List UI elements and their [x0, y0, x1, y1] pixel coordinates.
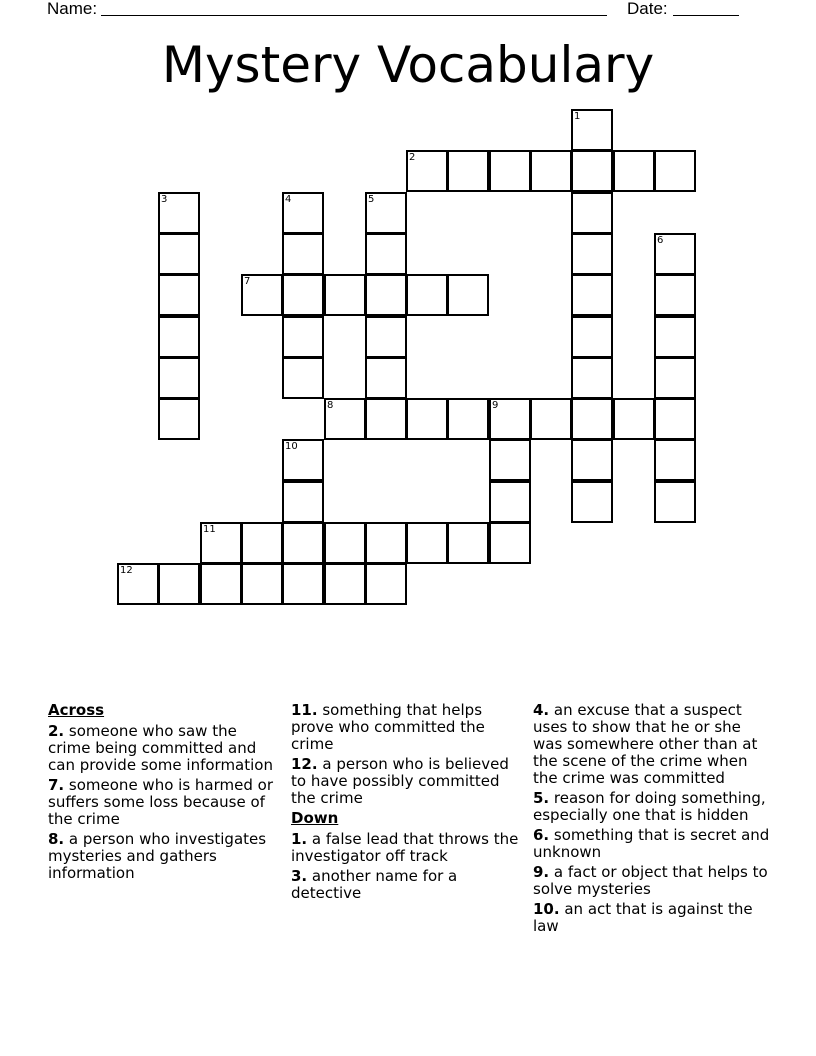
grid-cell[interactable]	[447, 150, 489, 192]
clue-text: someone who saw the crime being committed and can provide some information	[48, 722, 273, 774]
grid-cell[interactable]	[571, 481, 613, 523]
grid-cell[interactable]	[654, 398, 696, 440]
grid-cell[interactable]	[365, 192, 407, 234]
clue-number: 3.	[291, 867, 308, 885]
grid-cell[interactable]	[158, 233, 200, 275]
clue-down-6	[533, 827, 773, 861]
grid-cell[interactable]	[489, 481, 531, 523]
clue-number: 6.	[533, 826, 550, 844]
grid-cell[interactable]	[530, 398, 572, 440]
header	[0, 0, 816, 22]
grid-cell[interactable]	[654, 233, 696, 275]
clue-number-label: 12	[120, 565, 133, 576]
clue-text: something that is secret and unknown	[533, 826, 770, 861]
clue-number: 9.	[533, 863, 550, 881]
clue-text: someone who is harmed or suffers some loss because of the crime	[48, 776, 273, 828]
grid-cell[interactable]	[406, 274, 448, 316]
clue-number: 10.	[533, 900, 560, 918]
grid-cell[interactable]	[447, 522, 489, 564]
grid-cell[interactable]	[489, 439, 531, 481]
grid-cell[interactable]	[282, 481, 324, 523]
grid-cell[interactable]	[654, 439, 696, 481]
grid-cell[interactable]	[365, 522, 407, 564]
grid-cell[interactable]	[406, 398, 448, 440]
clues-column-2	[291, 702, 523, 905]
grid-cell[interactable]	[324, 398, 366, 440]
grid-cell[interactable]	[571, 192, 613, 234]
clue-down-9	[533, 864, 773, 898]
grid-cell[interactable]	[571, 109, 613, 151]
grid-cell[interactable]	[654, 274, 696, 316]
clue-number: 8.	[48, 830, 65, 848]
clue-number: 1.	[291, 830, 308, 848]
clue-number: 11.	[291, 701, 318, 719]
clue-across-8	[48, 831, 280, 882]
grid-cell[interactable]	[447, 398, 489, 440]
clue-down-1	[291, 831, 523, 865]
clue-text: a person who is believed to have possibly committed the crime	[291, 755, 509, 807]
clue-number-label: 4	[285, 194, 292, 205]
grid-cell[interactable]	[406, 522, 448, 564]
grid-cell[interactable]	[158, 274, 200, 316]
clue-number: 2.	[48, 722, 65, 740]
grid-cell[interactable]	[654, 316, 696, 358]
grid-cell[interactable]	[324, 522, 366, 564]
clue-down-5	[533, 790, 773, 824]
clue-number: 7.	[48, 776, 65, 794]
grid-cell[interactable]	[282, 357, 324, 399]
grid-cell[interactable]	[365, 316, 407, 358]
clue-number: 4.	[533, 701, 550, 719]
clue-number-label: 5	[368, 194, 375, 205]
grid-cell[interactable]	[282, 563, 324, 605]
grid-cell[interactable]	[489, 150, 531, 192]
grid-cell[interactable]	[530, 150, 572, 192]
grid-cell[interactable]	[654, 150, 696, 192]
name-label: Name:	[47, 0, 98, 18]
grid-cell[interactable]	[571, 233, 613, 275]
clue-text: something that helps prove who committed the crime	[291, 701, 485, 753]
grid-cell[interactable]	[571, 274, 613, 316]
grid-cell[interactable]	[324, 563, 366, 605]
grid-cell[interactable]	[282, 522, 324, 564]
clue-down-4	[533, 702, 773, 787]
clue-text: an act that is against the law	[533, 900, 753, 935]
clue-number-label: 7	[244, 276, 251, 287]
grid-cell[interactable]	[613, 150, 655, 192]
grid-cell[interactable]	[489, 398, 531, 440]
clue-across-11	[291, 702, 523, 753]
clue-text: reason for doing something, especially one that is hidden	[533, 789, 766, 824]
grid-cell[interactable]	[282, 439, 324, 481]
grid-cell[interactable]	[241, 274, 283, 316]
clue-number-label: 2	[409, 152, 416, 163]
grid-cell[interactable]	[200, 563, 242, 605]
date-label: Date:	[627, 0, 668, 18]
grid-cell[interactable]	[158, 316, 200, 358]
grid-cell[interactable]	[117, 563, 159, 605]
grid-cell[interactable]	[282, 274, 324, 316]
grid-cell[interactable]	[282, 192, 324, 234]
clue-number: 5.	[533, 789, 550, 807]
across-heading: Across	[48, 701, 105, 719]
grid-cell[interactable]	[571, 398, 613, 440]
clue-number-label: 11	[203, 524, 216, 535]
grid-cell[interactable]	[324, 274, 366, 316]
clues-column-1	[48, 702, 280, 885]
clue-number-label: 9	[492, 400, 499, 411]
clue-number: 12.	[291, 755, 318, 773]
grid-cell[interactable]	[571, 316, 613, 358]
grid-cell[interactable]	[365, 357, 407, 399]
grid-cell[interactable]	[282, 233, 324, 275]
date-field[interactable]	[673, 15, 739, 16]
grid-cell[interactable]	[654, 357, 696, 399]
grid-cell[interactable]	[406, 150, 448, 192]
grid-cell[interactable]	[158, 192, 200, 234]
grid-cell[interactable]	[654, 481, 696, 523]
clues-column-3	[533, 702, 773, 938]
name-field[interactable]	[101, 15, 607, 16]
clue-text: an excuse that a suspect uses to show that he or she was somewhere other than at the scene of the crime when the crime was committed	[533, 701, 758, 787]
grid-cell[interactable]	[158, 398, 200, 440]
grid-cell[interactable]	[282, 316, 324, 358]
clue-number-label: 8	[327, 400, 334, 411]
grid-cell[interactable]	[241, 563, 283, 605]
clue-number-label: 3	[161, 194, 168, 205]
grid-cell[interactable]	[571, 439, 613, 481]
clue-text: another name for a detective	[291, 867, 458, 902]
grid-cell[interactable]	[447, 274, 489, 316]
grid-cell[interactable]	[571, 357, 613, 399]
grid-cell[interactable]	[241, 522, 283, 564]
clue-number-label: 10	[285, 441, 298, 452]
clue-text: a person who investigates mysteries and gathers information	[48, 830, 267, 882]
grid-cell[interactable]	[571, 150, 613, 192]
grid-cell[interactable]	[200, 522, 242, 564]
clue-down-10	[533, 901, 773, 935]
clue-text: a false lead that throws the investigator off track	[291, 830, 519, 865]
grid-cell[interactable]	[158, 357, 200, 399]
clue-across-7	[48, 777, 280, 828]
clue-number-label: 1	[574, 111, 581, 122]
clue-across-2	[48, 723, 280, 774]
grid-cell[interactable]	[365, 274, 407, 316]
grid-cell[interactable]	[365, 398, 407, 440]
grid-cell[interactable]	[489, 522, 531, 564]
grid-cell[interactable]	[365, 563, 407, 605]
clue-number-label: 6	[657, 235, 664, 246]
clue-down-3	[291, 868, 523, 902]
down-heading: Down	[291, 809, 339, 827]
page-title: Mystery Vocabulary	[161, 36, 655, 94]
grid-cell[interactable]	[158, 563, 200, 605]
grid-cell[interactable]	[613, 398, 655, 440]
grid-cell[interactable]	[365, 233, 407, 275]
clue-across-12	[291, 756, 523, 807]
clue-text: a fact or object that helps to solve mysteries	[533, 863, 768, 898]
